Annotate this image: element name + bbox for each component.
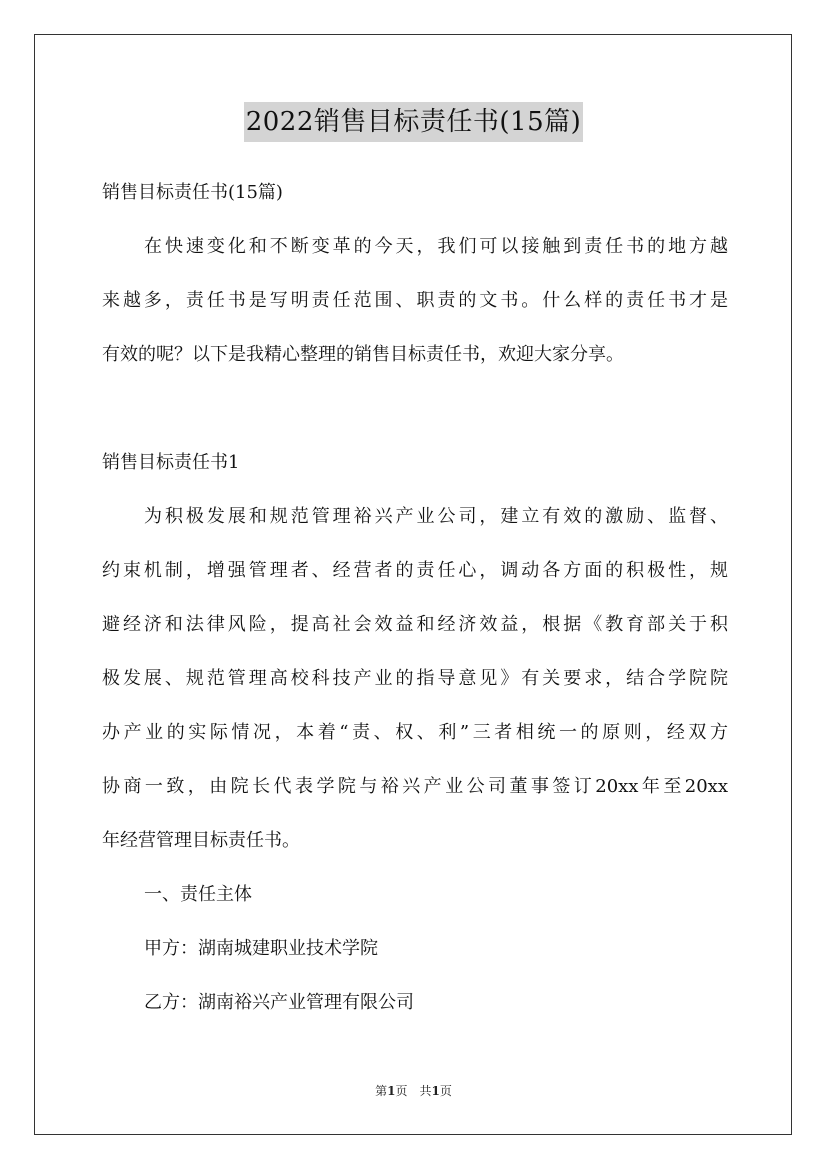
body-line: 避经济和法律风险，提高社会效益和经济效益，根据《教育部关于积	[102, 614, 728, 635]
body-line: 办产业的实际情况，本着“责、权、利”三者相统一的原则，经双方	[102, 722, 728, 743]
body-line: 约束机制，增强管理者、经营者的责任心，调动各方面的积极性，规	[102, 560, 728, 581]
intro-line: 来越多，责任书是写明责任范围、职责的文书。什么样的责任书才是	[102, 290, 728, 311]
document-body	[102, 175, 728, 1021]
section-heading: 销售目标责任书1	[102, 452, 240, 473]
footer-total-pages: 1	[431, 1084, 440, 1098]
subtitle: 销售目标责任书(15篇)	[102, 182, 283, 203]
title-container	[0, 102, 827, 142]
footer-page-number: 1	[387, 1084, 396, 1098]
footer-middle: 页 共	[395, 1084, 432, 1098]
intro-line: 有效的呢？以下是我精心整理的销售目标责任书，欢迎大家分享。	[102, 344, 624, 365]
item-heading: 一、责任主体	[144, 884, 252, 905]
party-b: 乙方：湖南裕兴产业管理有限公司	[144, 992, 414, 1013]
body-line: 极发展、规范管理高校科技产业的指导意见》有关要求，结合学院院	[102, 668, 728, 689]
body-line: 年经营管理目标责任书。	[102, 830, 300, 851]
body-line: 协商一致，由院长代表学院与裕兴产业公司董事签订20xx年至20xx	[102, 776, 728, 797]
body-line: 为积极发展和规范管理裕兴产业公司，建立有效的激励、监督、	[144, 506, 728, 527]
intro-line: 在快速变化和不断变革的今天，我们可以接触到责任书的地方越	[144, 236, 728, 257]
footer-suffix: 页	[439, 1084, 452, 1098]
party-a: 甲方：湖南城建职业技术学院	[144, 938, 378, 959]
footer-prefix: 第	[375, 1084, 388, 1098]
document-title: 2022销售目标责任书(15篇)	[244, 102, 584, 142]
page-footer	[0, 1082, 827, 1099]
